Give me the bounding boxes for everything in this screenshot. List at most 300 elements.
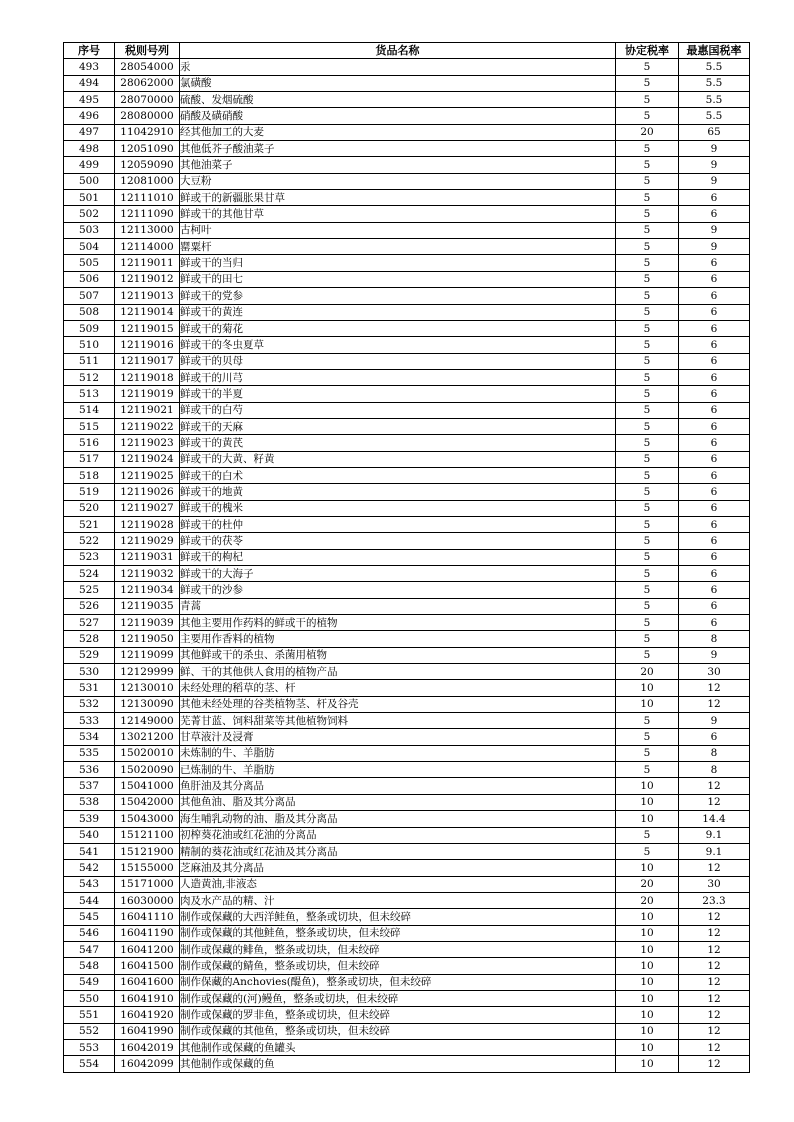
goods-name: 制作或保藏的(河)鳗鱼，整条或切块，但未绞碎	[180, 990, 616, 1006]
mfn-rate: 9	[679, 647, 750, 663]
table-row	[64, 598, 750, 614]
mfn-rate: 12	[679, 1039, 750, 1055]
agreement-rate: 10	[616, 680, 679, 696]
mfn-rate: 12	[679, 696, 750, 712]
row-number: 548	[64, 958, 115, 974]
agreement-rate: 5	[616, 141, 679, 157]
tariff-code: 12119034	[115, 582, 180, 598]
row-number: 527	[64, 615, 115, 631]
agreement-rate: 5	[616, 713, 679, 729]
row-number: 547	[64, 941, 115, 957]
table-row	[64, 566, 750, 582]
tariff-code: 12119025	[115, 467, 180, 483]
row-number: 526	[64, 598, 115, 614]
tariff-code: 12119022	[115, 418, 180, 434]
agreement-rate: 5	[616, 435, 679, 451]
agreement-rate: 5	[616, 582, 679, 598]
goods-name: 其他未经处理的谷类植物茎、杆及谷壳	[180, 696, 616, 712]
goods-name: 未炼制的牛、羊脂肪	[180, 745, 616, 761]
agreement-rate: 5	[616, 631, 679, 647]
table-row	[64, 631, 750, 647]
row-number: 541	[64, 843, 115, 859]
mfn-rate: 12	[679, 860, 750, 876]
table-row	[64, 664, 750, 680]
goods-name: 鲜或干的杜仲	[180, 516, 616, 532]
row-number: 518	[64, 467, 115, 483]
goods-name: 其他低芥子酸油菜子	[180, 141, 616, 157]
goods-name: 制作或保藏的大西洋鲑鱼，整条或切块，但未绞碎	[180, 909, 616, 925]
mfn-rate: 6	[679, 729, 750, 745]
mfn-rate: 12	[679, 958, 750, 974]
header-no: 序号	[64, 43, 115, 59]
tariff-code: 16041200	[115, 941, 180, 957]
agreement-rate: 5	[616, 271, 679, 287]
tariff-code: 12119028	[115, 516, 180, 532]
row-number: 497	[64, 124, 115, 140]
tariff-code: 15043000	[115, 811, 180, 827]
row-number: 554	[64, 1056, 115, 1072]
table-row	[64, 402, 750, 418]
mfn-rate: 23.3	[679, 892, 750, 908]
row-number: 501	[64, 190, 115, 206]
agreement-rate: 5	[616, 222, 679, 238]
goods-name: 初榨葵花油或红花油的分离品	[180, 827, 616, 843]
table-row	[64, 533, 750, 549]
row-number: 493	[64, 59, 115, 75]
agreement-rate: 5	[616, 402, 679, 418]
mfn-rate: 5.5	[679, 92, 750, 108]
tariff-code: 12051090	[115, 141, 180, 157]
table-row	[64, 500, 750, 516]
mfn-rate: 6	[679, 353, 750, 369]
mfn-rate: 12	[679, 990, 750, 1006]
row-number: 508	[64, 304, 115, 320]
goods-name: 经其他加工的大麦	[180, 124, 616, 140]
row-number: 546	[64, 925, 115, 941]
table-row	[64, 435, 750, 451]
agreement-rate: 10	[616, 925, 679, 941]
tariff-code: 12119014	[115, 304, 180, 320]
agreement-rate: 10	[616, 1056, 679, 1072]
mfn-rate: 9	[679, 713, 750, 729]
table-row	[64, 124, 750, 140]
tariff-code: 12119032	[115, 566, 180, 582]
tariff-code: 15121900	[115, 843, 180, 859]
tariff-code: 12119017	[115, 353, 180, 369]
row-number: 503	[64, 222, 115, 238]
table-row	[64, 811, 750, 827]
tariff-code: 16041910	[115, 990, 180, 1006]
row-number: 544	[64, 892, 115, 908]
tariff-code: 12119035	[115, 598, 180, 614]
goods-name: 鲜或干的当归	[180, 255, 616, 271]
mfn-rate: 12	[679, 680, 750, 696]
tariff-code: 15155000	[115, 860, 180, 876]
row-number: 522	[64, 533, 115, 549]
agreement-rate: 5	[616, 500, 679, 516]
mfn-rate: 6	[679, 598, 750, 614]
row-number: 525	[64, 582, 115, 598]
tariff-code: 13021200	[115, 729, 180, 745]
table-row	[64, 941, 750, 957]
agreement-rate: 10	[616, 1039, 679, 1055]
agreement-rate: 5	[616, 418, 679, 434]
tariff-code: 12129999	[115, 664, 180, 680]
mfn-rate: 30	[679, 664, 750, 680]
goods-name: 已炼制的牛、羊脂肪	[180, 762, 616, 778]
goods-name: 其他鲜或干的杀虫、杀菌用植物	[180, 647, 616, 663]
tariff-code: 12119026	[115, 484, 180, 500]
goods-name: 海生哺乳动物的油、脂及其分离品	[180, 811, 616, 827]
table-row	[64, 696, 750, 712]
goods-name: 鲜或干的大黄、籽黄	[180, 451, 616, 467]
tariff-code: 12111010	[115, 190, 180, 206]
table-row	[64, 990, 750, 1006]
table-row	[64, 762, 750, 778]
goods-name: 制作或保藏的鲭鱼，整条或切块，但未绞碎	[180, 958, 616, 974]
row-number: 534	[64, 729, 115, 745]
header-name: 货品名称	[180, 43, 616, 59]
tariff-code: 16042019	[115, 1039, 180, 1055]
agreement-rate: 10	[616, 696, 679, 712]
tariff-code: 16041500	[115, 958, 180, 974]
agreement-rate: 5	[616, 75, 679, 91]
row-number: 550	[64, 990, 115, 1006]
mfn-rate: 9	[679, 173, 750, 189]
goods-name: 硫酸、发烟硫酸	[180, 92, 616, 108]
tariff-code: 15020090	[115, 762, 180, 778]
row-number: 513	[64, 386, 115, 402]
mfn-rate: 12	[679, 794, 750, 810]
mfn-rate: 6	[679, 516, 750, 532]
mfn-rate: 6	[679, 255, 750, 271]
agreement-rate: 5	[616, 729, 679, 745]
goods-name: 鲜或干的田七	[180, 271, 616, 287]
row-number: 500	[64, 173, 115, 189]
goods-name: 古柯叶	[180, 222, 616, 238]
mfn-rate: 8	[679, 762, 750, 778]
mfn-rate: 9.1	[679, 827, 750, 843]
agreement-rate: 5	[616, 451, 679, 467]
table-row	[64, 484, 750, 500]
mfn-rate: 5.5	[679, 75, 750, 91]
table-row	[64, 255, 750, 271]
table-row	[64, 1023, 750, 1039]
row-number: 543	[64, 876, 115, 892]
tariff-code: 12119024	[115, 451, 180, 467]
goods-name: 未经处理的稻草的茎、杆	[180, 680, 616, 696]
goods-name: 鲜或干的冬虫夏草	[180, 337, 616, 353]
mfn-rate: 12	[679, 1056, 750, 1072]
row-number: 524	[64, 566, 115, 582]
agreement-rate: 20	[616, 664, 679, 680]
goods-name: 硝酸及磺硝酸	[180, 108, 616, 124]
mfn-rate: 8	[679, 631, 750, 647]
mfn-rate: 6	[679, 451, 750, 467]
agreement-rate: 5	[616, 827, 679, 843]
row-number: 499	[64, 157, 115, 173]
row-number: 535	[64, 745, 115, 761]
table-row	[64, 141, 750, 157]
agreement-rate: 5	[616, 762, 679, 778]
tariff-code: 12119031	[115, 549, 180, 565]
goods-name: 鲜或干的半夏	[180, 386, 616, 402]
row-number: 532	[64, 696, 115, 712]
goods-name: 甘草液汁及浸膏	[180, 729, 616, 745]
goods-name: 制作或保藏的其他鱼，整条或切块，但未绞碎	[180, 1023, 616, 1039]
agreement-rate: 5	[616, 615, 679, 631]
mfn-rate: 12	[679, 1023, 750, 1039]
agreement-rate: 10	[616, 1023, 679, 1039]
tariff-code: 12119016	[115, 337, 180, 353]
mfn-rate: 6	[679, 435, 750, 451]
table-row	[64, 59, 750, 75]
goods-name: 鲜或干的白芍	[180, 402, 616, 418]
goods-name: 制作或保藏的鲱鱼，整条或切块，但未绞碎	[180, 941, 616, 957]
agreement-rate: 5	[616, 157, 679, 173]
agreement-rate: 5	[616, 467, 679, 483]
mfn-rate: 65	[679, 124, 750, 140]
goods-name: 鲜或干的大海子	[180, 566, 616, 582]
table-row	[64, 794, 750, 810]
header-mfn: 最惠国税率	[679, 43, 750, 59]
agreement-rate: 10	[616, 909, 679, 925]
mfn-rate: 6	[679, 418, 750, 434]
agreement-rate: 5	[616, 92, 679, 108]
agreement-rate: 10	[616, 941, 679, 957]
goods-name: 鱼肝油及其分离品	[180, 778, 616, 794]
goods-name: 鲜或干的地黄	[180, 484, 616, 500]
table-row	[64, 516, 750, 532]
mfn-rate: 6	[679, 484, 750, 500]
agreement-rate: 5	[616, 288, 679, 304]
mfn-rate: 6	[679, 402, 750, 418]
tariff-code: 12059090	[115, 157, 180, 173]
goods-name: 制作或保藏的其他鲑鱼，整条或切块，但未绞碎	[180, 925, 616, 941]
mfn-rate: 6	[679, 467, 750, 483]
table-row	[64, 745, 750, 761]
tariff-code: 28062000	[115, 75, 180, 91]
goods-name: 其他鱼油、脂及其分离品	[180, 794, 616, 810]
table-row	[64, 75, 750, 91]
row-number: 528	[64, 631, 115, 647]
mfn-rate: 5.5	[679, 59, 750, 75]
tariff-code: 12119013	[115, 288, 180, 304]
table-row	[64, 337, 750, 353]
goods-name: 大豆粉	[180, 173, 616, 189]
row-number: 494	[64, 75, 115, 91]
mfn-rate: 9	[679, 157, 750, 173]
table-row	[64, 860, 750, 876]
goods-name: 人造黄油,非液态	[180, 876, 616, 892]
agreement-rate: 5	[616, 484, 679, 500]
row-number: 538	[64, 794, 115, 810]
tariff-code: 12119099	[115, 647, 180, 663]
table-row	[64, 418, 750, 434]
mfn-rate: 9	[679, 222, 750, 238]
tariff-code: 15041000	[115, 778, 180, 794]
tariff-code: 12130010	[115, 680, 180, 696]
goods-name: 汞	[180, 59, 616, 75]
row-number: 507	[64, 288, 115, 304]
row-number: 498	[64, 141, 115, 157]
table-row	[64, 909, 750, 925]
tariff-code: 12130090	[115, 696, 180, 712]
tariff-code: 12114000	[115, 239, 180, 255]
goods-name: 鲜或干的其他甘草	[180, 206, 616, 222]
tariff-code: 16041600	[115, 974, 180, 990]
mfn-rate: 9	[679, 141, 750, 157]
agreement-rate: 5	[616, 255, 679, 271]
table-row	[64, 353, 750, 369]
row-number: 551	[64, 1007, 115, 1023]
table-row	[64, 304, 750, 320]
table-row	[64, 222, 750, 238]
mfn-rate: 5.5	[679, 108, 750, 124]
table-row	[64, 271, 750, 287]
tariff-code: 12149000	[115, 713, 180, 729]
row-number: 505	[64, 255, 115, 271]
agreement-rate: 5	[616, 533, 679, 549]
table-row	[64, 925, 750, 941]
agreement-rate: 5	[616, 353, 679, 369]
agreement-rate: 5	[616, 647, 679, 663]
table-row	[64, 157, 750, 173]
goods-name: 青蒿	[180, 598, 616, 614]
mfn-rate: 8	[679, 745, 750, 761]
mfn-rate: 12	[679, 925, 750, 941]
row-number: 521	[64, 516, 115, 532]
table-row	[64, 173, 750, 189]
tariff-code: 12119018	[115, 369, 180, 385]
table-row	[64, 582, 750, 598]
agreement-rate: 20	[616, 876, 679, 892]
row-number: 519	[64, 484, 115, 500]
goods-name: 主要用作香料的植物	[180, 631, 616, 647]
tariff-code: 12113000	[115, 222, 180, 238]
agreement-rate: 5	[616, 566, 679, 582]
table-row	[64, 92, 750, 108]
table-row	[64, 876, 750, 892]
table-row	[64, 549, 750, 565]
row-number: 506	[64, 271, 115, 287]
mfn-rate: 6	[679, 615, 750, 631]
mfn-rate: 9.1	[679, 843, 750, 859]
table-row	[64, 467, 750, 483]
table-row	[64, 892, 750, 908]
table-row	[64, 320, 750, 336]
goods-name: 鲜或干的茯苓	[180, 533, 616, 549]
row-number: 553	[64, 1039, 115, 1055]
goods-name: 芜菁甘蓝、饲料甜菜等其他植物饲料	[180, 713, 616, 729]
table-row	[64, 386, 750, 402]
tariff-code: 15020010	[115, 745, 180, 761]
row-number: 531	[64, 680, 115, 696]
row-number: 530	[64, 664, 115, 680]
tariff-code: 28070000	[115, 92, 180, 108]
mfn-rate: 6	[679, 304, 750, 320]
goods-name: 鲜或干的菊花	[180, 320, 616, 336]
mfn-rate: 9	[679, 239, 750, 255]
row-number: 536	[64, 762, 115, 778]
mfn-rate: 6	[679, 337, 750, 353]
agreement-rate: 5	[616, 320, 679, 336]
table-row	[64, 1007, 750, 1023]
table-row	[64, 713, 750, 729]
table-row	[64, 958, 750, 974]
tariff-code: 12119029	[115, 533, 180, 549]
goods-name: 氯磺酸	[180, 75, 616, 91]
agreement-rate: 5	[616, 304, 679, 320]
mfn-rate: 6	[679, 582, 750, 598]
tariff-code: 15042000	[115, 794, 180, 810]
goods-name: 鲜或干的枸杞	[180, 549, 616, 565]
goods-name: 鲜或干的川芎	[180, 369, 616, 385]
agreement-rate: 10	[616, 1007, 679, 1023]
row-number: 512	[64, 369, 115, 385]
goods-name: 鲜或干的贝母	[180, 353, 616, 369]
table-row	[64, 206, 750, 222]
agreement-rate: 5	[616, 745, 679, 761]
tariff-code: 15121100	[115, 827, 180, 843]
tariff-code: 12081000	[115, 173, 180, 189]
agreement-rate: 5	[616, 206, 679, 222]
tariff-code: 12119019	[115, 386, 180, 402]
tariff-code: 12119039	[115, 615, 180, 631]
table-row	[64, 974, 750, 990]
table-body	[64, 59, 750, 1072]
agreement-rate: 5	[616, 386, 679, 402]
agreement-rate: 10	[616, 974, 679, 990]
agreement-rate: 10	[616, 778, 679, 794]
row-number: 533	[64, 713, 115, 729]
mfn-rate: 6	[679, 288, 750, 304]
agreement-rate: 10	[616, 860, 679, 876]
agreement-rate: 5	[616, 337, 679, 353]
mfn-rate: 6	[679, 206, 750, 222]
goods-name: 制作保藏的Anchovies(醍鱼)，整条或切块，但未绞碎	[180, 974, 616, 990]
goods-name: 精制的葵花油或红花油及其分离品	[180, 843, 616, 859]
table-row	[64, 1039, 750, 1055]
row-number: 540	[64, 827, 115, 843]
agreement-rate: 5	[616, 108, 679, 124]
tariff-code: 15171000	[115, 876, 180, 892]
table-row	[64, 239, 750, 255]
table-row	[64, 288, 750, 304]
tariff-code: 12119015	[115, 320, 180, 336]
row-number: 549	[64, 974, 115, 990]
goods-name: 鲜或干的黄连	[180, 304, 616, 320]
goods-name: 其他主要用作药料的鲜或干的植物	[180, 615, 616, 631]
tariff-code: 16041990	[115, 1023, 180, 1039]
mfn-rate: 6	[679, 369, 750, 385]
table-row	[64, 615, 750, 631]
table-row	[64, 451, 750, 467]
row-number: 515	[64, 418, 115, 434]
agreement-rate: 5	[616, 598, 679, 614]
agreement-rate: 5	[616, 549, 679, 565]
tariff-code: 12111090	[115, 206, 180, 222]
agreement-rate: 5	[616, 369, 679, 385]
goods-name: 鲜或干的党参	[180, 288, 616, 304]
goods-name: 鲜或干的沙参	[180, 582, 616, 598]
row-number: 539	[64, 811, 115, 827]
row-number: 520	[64, 500, 115, 516]
row-number: 504	[64, 239, 115, 255]
goods-name: 肉及水产品的精、汁	[180, 892, 616, 908]
mfn-rate: 6	[679, 566, 750, 582]
tariff-code: 16042099	[115, 1056, 180, 1072]
